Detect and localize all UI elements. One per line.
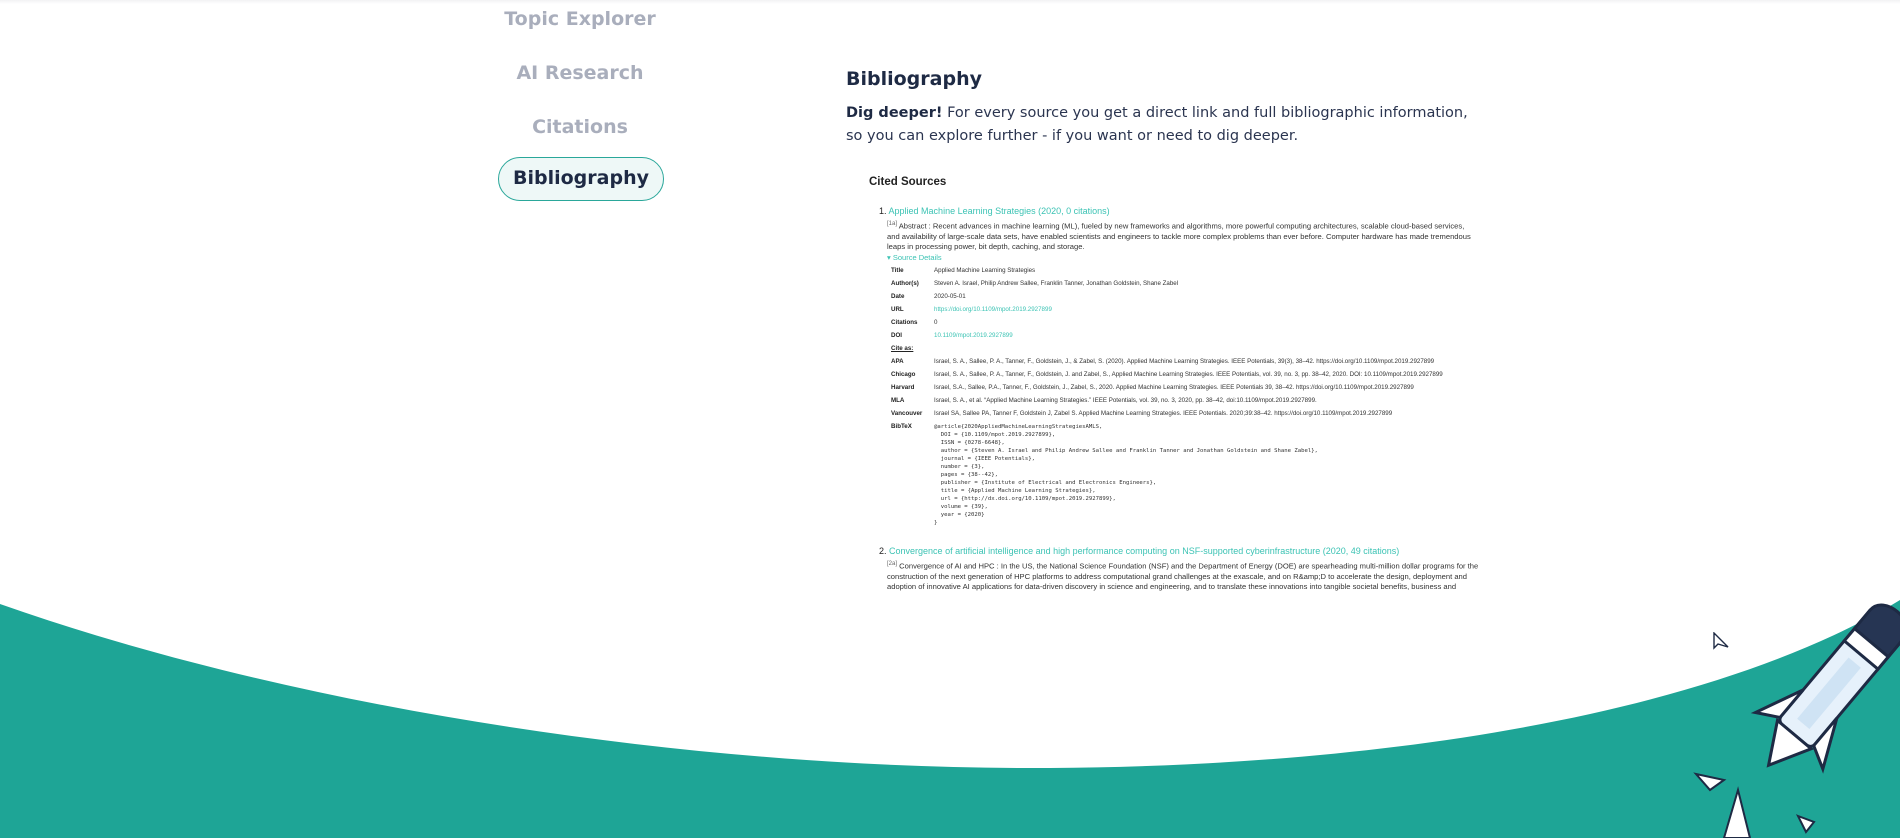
cited-sources-heading: Cited Sources — [869, 176, 947, 188]
detail-row-citations — [891, 316, 1479, 329]
detail-value: Steven A. Israel, Philip Andrew Sallee, Franklin Tanner, Jonathan Goldstein, Shane Zabel — [934, 279, 1179, 287]
detail-value: 2020-05-01 — [934, 292, 966, 300]
detail-row-authors — [891, 277, 1479, 290]
detail-key: Author(s) — [891, 279, 919, 287]
nav-item-bibliography[interactable]: Bibliography — [498, 157, 664, 201]
nav-item-ai-research[interactable]: AI Research — [516, 62, 644, 84]
intro-paragraph — [846, 102, 1486, 148]
detail-row-doi — [891, 329, 1479, 342]
detail-row-title — [891, 264, 1479, 277]
detail-key: Vancouver — [891, 409, 923, 417]
source-ref: [1a] — [887, 221, 898, 227]
detail-row-url — [891, 303, 1479, 316]
detail-row-bibtex — [891, 420, 1479, 524]
source-abstract — [887, 559, 1479, 592]
detail-row-cite-as — [891, 342, 1479, 355]
detail-key: Date — [891, 292, 905, 300]
detail-value: Israel SA, Sallee PA, Tanner F, Goldstein J, Zabel S. Applied Machine Learning Strategies. IEEE Potentials. 2020;39:38–42. https://doi.org/10.1109/mpot.2019.2927899 — [934, 409, 1393, 417]
top-shadow — [0, 0, 1900, 4]
source-title-link[interactable]: Applied Machine Learning Strategies (2020, 0 citations) — [888, 206, 1110, 216]
source-item — [879, 206, 1479, 524]
detail-value: Applied Machine Learning Strategies — [934, 266, 1036, 274]
source-title-line — [879, 546, 1479, 556]
detail-value: Israel, S. A., Sallee, P. A., Tanner, F., Goldstein, J., & Zabel, S. (2020). Applied Machine Learning Strategies. IEEE Potentials, 39(3), 38–42. https://doi.org/10.1109/mpot.2019.2927899 — [934, 357, 1435, 365]
detail-key: Citations — [891, 318, 918, 326]
detail-value: 0 — [934, 318, 938, 326]
intro-bold: Dig deeper! — [846, 105, 943, 121]
teal-wave-decoration — [0, 600, 1900, 838]
detail-key: BibTeX — [891, 422, 912, 430]
detail-key: APA — [891, 357, 904, 365]
detail-key: Title — [891, 266, 904, 274]
source-details — [891, 264, 1479, 524]
source-abstract — [887, 219, 1479, 252]
detail-row-chicago — [891, 368, 1479, 381]
detail-row-mla — [891, 394, 1479, 407]
abstract-text: Abstract : Recent advances in machine learning (ML), fueled by new frameworks and algorithms, more powerful computing architectures, scalable cloud-based services, and availability of large-scale data sets, have enabled scientists and engineers to tackle more complex problems than ever before. Computer hardware has made tremendous leaps in processing power, bit depth, caching, and storage. — [887, 221, 1471, 251]
detail-row-vancouver — [891, 407, 1479, 420]
abstract-text: Convergence of AI and HPC : In the US, the National Science Foundation (NSF) and the Department of Energy (DOE) are spearheading multi-million dollar programs for the construction of the next generation of HPC platforms to address computational grand challenges at the exascale, and on R&amp;D to accelerate the design, deployment and adoption of innovative AI applications for data-driven discovery in science and engineering, and to translate these innovations into tangible societal benefits, business and — [887, 561, 1479, 591]
nav-item-topic-explorer[interactable]: Topic Explorer — [504, 8, 656, 30]
source-ref: [2a] — [887, 561, 898, 567]
detail-key: Chicago — [891, 370, 916, 378]
detail-key: URL — [891, 305, 904, 313]
source-title-line — [879, 206, 1479, 216]
detail-value: Israel, S.A., Sallee, P.A., Tanner, F., Goldstein, J., Zabel, S., 2020. Applied Machine Learning Strategies. IEEE Potentials 39, 38–42. https://doi.org/10.1109/mpot.2019.2927899 — [934, 383, 1414, 391]
url-link[interactable]: https://doi.org/10.1109/mpot.2019.2927899 — [934, 305, 1052, 313]
nav-item-citations[interactable]: Citations — [532, 116, 628, 138]
doi-link[interactable]: 10.1109/mpot.2019.2927899 — [934, 331, 1013, 339]
detail-row-apa — [891, 355, 1479, 368]
wave-shape — [0, 600, 1900, 838]
source-number: 2. — [879, 546, 887, 556]
source-title-link[interactable]: Convergence of artificial intelligence and high performance computing on NSF-supported cyberinfrastructure (2020, 49 citations) — [889, 546, 1400, 556]
detail-value: Israel, S. A., et al. “Applied Machine Learning Strategies.” IEEE Potentials, vol. 39, no. 3, 2020, pp. 38–42, doi:10.1109/mpot.2019.2927899. — [934, 396, 1317, 404]
source-number: 1. — [879, 206, 887, 216]
detail-value: Israel, S. A., Sallee, P. A., Tanner, F., Goldstein, J. and Zabel, S., Applied Machine Learning Strategies. IEEE Potentials, vol. 39, no. 3, pp. 38–42, 2020. DOI: 10.1109/mpot.2019.2927899 — [934, 370, 1443, 378]
detail-key: MLA — [891, 396, 905, 404]
detail-key: DOI — [891, 331, 903, 339]
cite-as-label: Cite as: — [891, 344, 914, 352]
source-details-toggle[interactable]: ▾ Source Details — [887, 252, 942, 262]
rocket-illustration — [1680, 584, 1900, 838]
source-item — [879, 546, 1479, 592]
detail-row-date — [891, 290, 1479, 303]
detail-row-harvard — [891, 381, 1479, 394]
bibtex-code: @article{2020AppliedMachineLearningStrategiesAMLS, DOI = {10.1109/mpot.2019.2927899}, ISSN = {0278-6648}, author = {Steven A. Israel and Philip Andrew Sallee and Franklin Tanner and Jonathan Goldstein and Shane Zabel}, journal = {IEEE Potentials}, number = {3}, pages = {38--42}, publisher = {Institute of Electrical and Electronics Engineers}, title = {Applied Machine Learning Strategies}, url = {http://dx.doi.org/10.1109/mpot.2019.2927899}, volume = {39}, year = {2020} } — [934, 423, 1318, 526]
mouse-cursor-icon — [1713, 632, 1729, 652]
intro-text: For every source you get a direct link and full bibliographic information, so you can explore further - if you want or need to dig deeper. — [846, 105, 1468, 144]
detail-key: Harvard — [891, 383, 915, 391]
page-title: Bibliography — [846, 68, 982, 90]
